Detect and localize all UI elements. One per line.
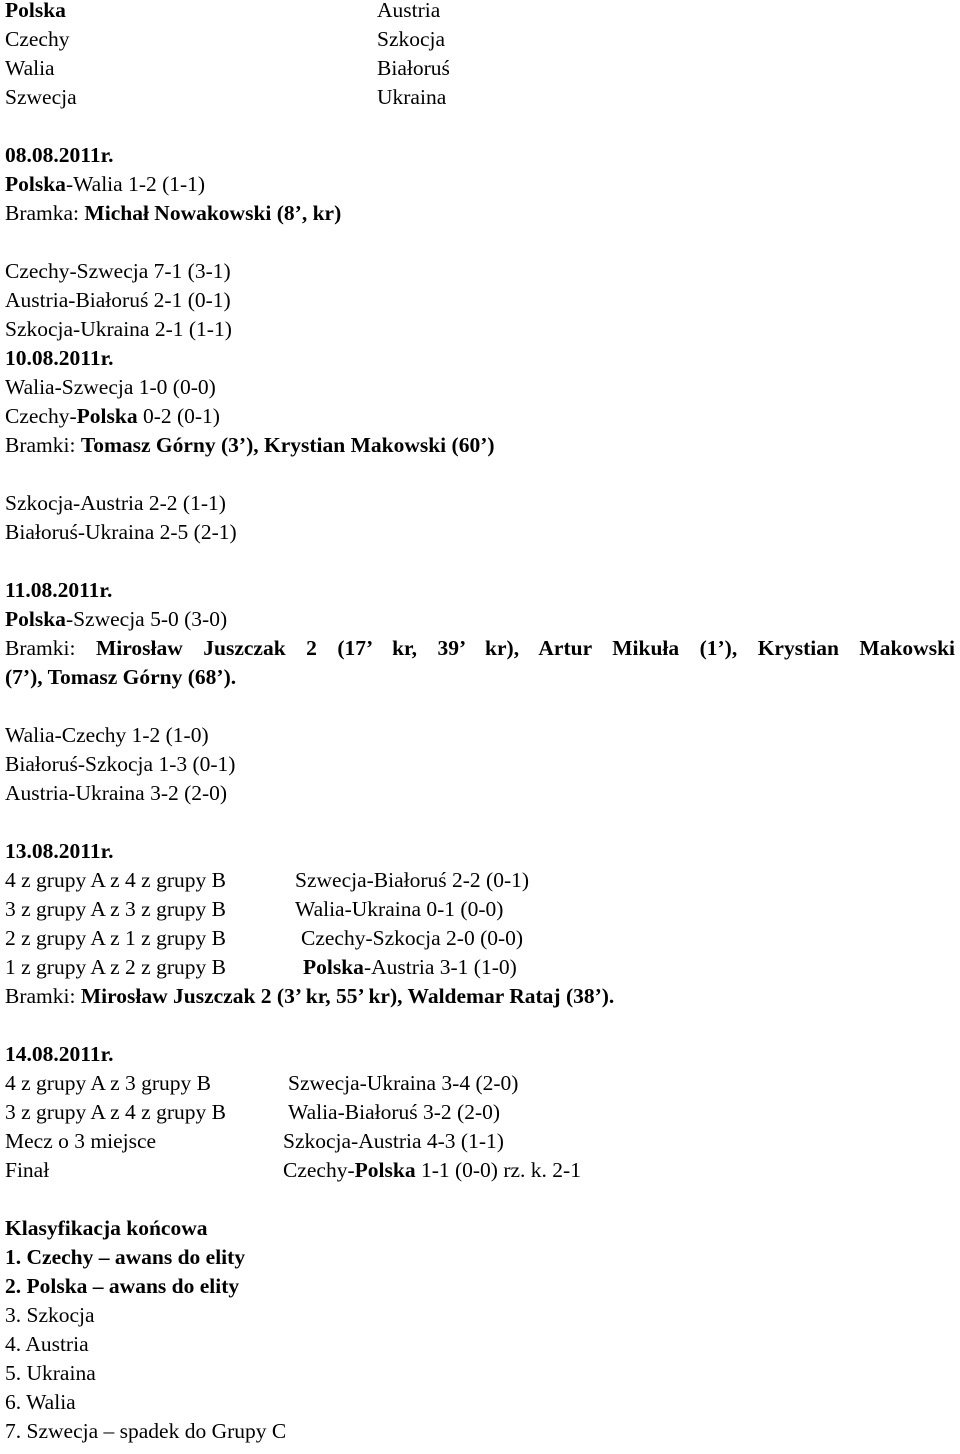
match-date: 11.08.2011r. [5, 578, 113, 602]
match-result: Walia-Czechy 1-2 (1-0) [5, 723, 209, 747]
standings-item: 1. Czechy – awans do elity [5, 1245, 246, 1269]
match-score: -Szwecja 5-0 (3-0) [65, 607, 228, 631]
group-b-team: Ukraina [377, 85, 447, 109]
standings-item: 5. Ukraina [5, 1361, 96, 1385]
placement-match [5, 1156, 955, 1185]
standings-item: 2. Polska – awans do elity [5, 1274, 240, 1298]
placement-match [5, 924, 955, 953]
match-date: 08.08.2011r. [5, 143, 114, 167]
team-name: Polska [303, 955, 364, 979]
team-name: Polska [76, 404, 138, 428]
placement-match [5, 1127, 955, 1156]
placement-label: 3 z grupy A z 3 z grupy B [5, 897, 226, 921]
scorers-label: Bramki: [5, 433, 81, 457]
placement-match [5, 1069, 955, 1098]
match-team: Czechy- [5, 404, 77, 428]
groups-row [5, 0, 955, 25]
scorers [5, 199, 955, 228]
placement-label: 4 z grupy A z 3 grupy B [5, 1071, 212, 1095]
group-a-team: Polska [5, 0, 66, 22]
groups-table [5, 0, 955, 112]
final-standings [5, 1214, 955, 1446]
match-result: Białoruś-Szkocja 1-3 (0-1) [5, 752, 236, 776]
group-b-team: Białoruś [377, 56, 450, 80]
match-score: Szwecja-Białoruś 2-2 (0-1) [295, 868, 530, 892]
match-result: Szkocja-Austria 2-2 (1-1) [5, 491, 226, 515]
document [5, 0, 955, 1446]
group-b-team: Austria [377, 0, 441, 22]
group-b-team: Szkocja [377, 27, 446, 51]
team-name: Polska [5, 172, 66, 196]
day-section [5, 837, 955, 1011]
match-score: Walia-Ukraina 0-1 (0-0) [295, 897, 504, 921]
match-result [5, 605, 955, 634]
placement-match [5, 866, 955, 895]
scorers-list-continued: (7’), Tomasz Górny (68’). [5, 665, 237, 689]
standings-item: 7. Szwecja – spadek do Grupy C [5, 1419, 287, 1443]
match-score: -Walia 1-2 (1-1) [65, 172, 206, 196]
match-date: 14.08.2011r. [5, 1042, 114, 1066]
match-result: Austria-Białoruś 2-1 (0-1) [5, 288, 231, 312]
match-score: Szwecja-Ukraina 3-4 (2-0) [288, 1071, 519, 1095]
placement-label: 2 z grupy A z 1 z grupy B [5, 926, 226, 950]
groups-row [5, 25, 955, 54]
scorers-label: Bramki: [5, 636, 96, 660]
standings-item: 3. Szkocja [5, 1303, 95, 1327]
scorers [5, 982, 955, 1011]
groups-row [5, 83, 955, 112]
match-team: Czechy- [283, 1158, 355, 1182]
match-result [5, 402, 955, 431]
placement-label: 3 z grupy A z 4 z grupy B [5, 1100, 226, 1124]
team-name: Polska [354, 1158, 416, 1182]
group-a-team: Czechy [5, 27, 70, 51]
match-score: Szkocja-Austria 4-3 (1-1) [283, 1129, 504, 1153]
standings-item: 6. Walia [5, 1390, 76, 1414]
group-a-team: Walia [5, 56, 55, 80]
standings-item: 4. Austria [5, 1332, 89, 1356]
group-a-team: Szwecja [5, 85, 77, 109]
match-score: 1-1 (0-0) rz. k. 2-1 [415, 1158, 581, 1182]
placement-label: Mecz o 3 miejsce [5, 1129, 157, 1153]
scorers-list: Tomasz Górny (3’), Krystian Makowski (60’) [80, 433, 495, 457]
groups-row [5, 54, 955, 83]
match-score: Czechy-Szkocja 2-0 (0-0) [301, 926, 524, 950]
match-result: Szkocja-Ukraina 2-1 (1-1) [5, 317, 232, 341]
placement-label: 1 z grupy A z 2 z grupy B [5, 955, 226, 979]
scorers-list: Michał Nowakowski (8’, kr) [84, 201, 342, 225]
match-result: Austria-Ukraina 3-2 (2-0) [5, 781, 228, 805]
match-date: 10.08.2011r. [5, 346, 114, 370]
placement-match [5, 1098, 955, 1127]
day-section [5, 576, 955, 808]
match-score: 0-2 (0-1) [137, 404, 220, 428]
placement-label: Finał [5, 1158, 50, 1182]
match-result: Czechy-Szwecja 7-1 (3-1) [5, 259, 231, 283]
day-section [5, 344, 955, 547]
team-name: Polska [5, 607, 66, 631]
placement-label: 4 z grupy A z 4 z grupy B [5, 868, 226, 892]
scorers-list: Mirosław Juszczak 2 (3’ kr, 55’ kr), Waldemar Rataj (38’). [80, 984, 615, 1008]
match-result: Białoruś-Ukraina 2-5 (2-1) [5, 520, 237, 544]
scorers-list: Mirosław Juszczak 2 (17’ kr, 39’ kr), Artur Mikuła (1’), Krystian Makowski [95, 636, 955, 660]
day-section [5, 1040, 955, 1185]
match-date: 13.08.2011r. [5, 839, 114, 863]
scorers [5, 431, 955, 460]
scorers [5, 634, 955, 663]
match-result [5, 170, 955, 199]
match-result: Walia-Szwecja 1-0 (0-0) [5, 375, 216, 399]
match-score: Walia-Białoruś 3-2 (2-0) [288, 1100, 501, 1124]
day-section [5, 141, 955, 344]
match-score: -Austria 3-1 (1-0) [363, 955, 517, 979]
placement-match [5, 953, 955, 982]
scorers-label: Bramki: [5, 984, 81, 1008]
scorers-label: Bramka: [5, 201, 85, 225]
standings-title: Klasyfikacja końcowa [5, 1216, 208, 1240]
placement-match [5, 895, 955, 924]
